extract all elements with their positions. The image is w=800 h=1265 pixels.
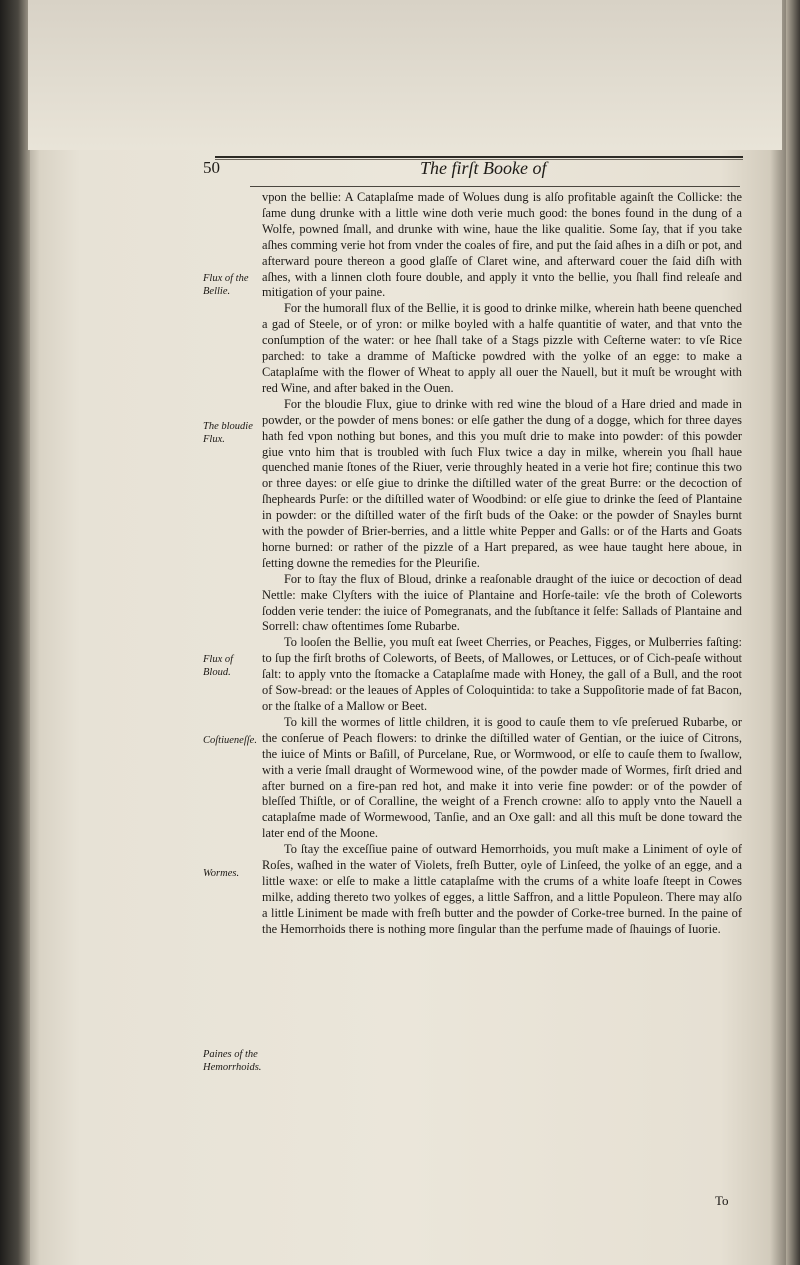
margin-note-hemorrhoids: Paines of the Hemorrhoids. (203, 1049, 262, 1073)
page-number: 50 (203, 158, 220, 177)
body-text (262, 190, 742, 938)
catchword: To (715, 1193, 729, 1208)
paragraph-hemorrhoids: To ſtay the exceſſiue paine of outward Hemorrhoids, you muſt make a Liniment of oyle of Roſes, waſhed in the water of Violets, freſh Butter, oyle of Linſeed, the yolke of an egge, and a little waxe: or elſe to make a little cataplaſme with the crums of a white loafe ſteept in Cowes milke, adding thereto two yolkes of egges, a little Saffron, and a little Populeon. There may alſo a little Liniment be made with freſh butter and the powder of Corke-tree burned. In the paine of the Hemorrhoids there is nothing more ſingular than the perfume made of ſhauings of Iuorie. (262, 842, 742, 936)
text-rule (250, 186, 740, 187)
paragraph-bloudie-flux: For the bloudie Flux, giue to drinke with red wine the bloud of a Hare dried and made in powder, or the powder of mens bones: or elſe gather the dung of a dogge, which for three dayes hath fed vpon nothing but bones, and this you muſt drie to make into powder: of this powder giue vnto him that is troubled with ſuch Flux twice a day in milke, wherein you ſhall haue quenched manie ſtones of the Riuer, verie throughly heated in a verie hot fire; continue this two or three dayes: or elſe giue to drinke the diſtilled water of the great Burre: or the decoction of ſhepheards Purſe: or the diſtilled water of Woodbind: or elſe giue to drinke the ſeed of Plantaine in powder: or the diſtilled water of the firſt buds of the Oake: or the powder of Snayles burnt with the powder of Brier-berries, and a little white Pepper and Galls: or of the Harts and Goats horne burned: or rather of the pizzle of a Hart prepared, as wee haue taught here aboue, in ſetting downe the remedies for the Pleuriſie. (262, 396, 742, 570)
paragraph-flux-bloud: For to ſtay the flux of Bloud, drinke a reaſonable draught of the iuice or decoction of dead Nettle: make Clyſters with the iuice of Plantaine and Horſe-taile: vſe the broth of Coleworts ſodden verie tender: the iuice of Pomegranats, and the ſubſtance it ſelfe: Sallads of Plantaine and Sorrell: chaw oftentimes ſome Rubarbe. (262, 571, 742, 634)
margin-note-flux-bloud: Flux of Bloud. (203, 654, 234, 678)
page-edge-shadow (786, 0, 800, 1265)
paragraph-costiuenesse: To looſen the Bellie, you muſt eat ſweet Cherries, or Peaches, Figges, or Mulberries faſting: to ſup the firſt broths of Coleworts, of Beets, of Mallowes, or Lettuces, or of Cich-peaſe without ſalt: to apply vnto the ſtomacke a Cataplaſme made with Honey, the gall of a Bull, and the root of Sow-bread: or the leaues of Apples of Coloquintida: to take a Suppoſitorie made of fat Bacon, or the ſtalke of a Mallow or Beet. (262, 635, 742, 713)
book-gutter-shadow (0, 0, 30, 1265)
margin-note-flux-bellie: Flux of the Bellie. (203, 273, 249, 297)
page-top-blank (28, 0, 782, 150)
paragraph-flux-bellie: For the humorall flux of the Bellie, it is good to drinke milke, wherein hath beene quenched a gad of Steele, or of yron: or milke boyled with a halfe quantitie of water, and that vnto the conſumption of the water: or hee ſhall take of a Stags pizzle with Ceſterne water: to vſe Rice parched: to take a dramme of Maſticke powdred with the yolke of an egge: to make a Cataplaſme with the flower of Wheat to apply all ouer the Nauell, but it muſt be wrought with red Wine, and after baked in the Ouen. (262, 301, 742, 395)
margin-note-bloudie-flux: The bloudie Flux. (203, 421, 253, 445)
margin-note-costiuenesse: Coſtiueneſſe. (203, 735, 257, 746)
margin-note-wormes: Wormes. (203, 868, 240, 879)
paragraph-wolues-dung: vpon the bellie: A Cataplaſme made of Wolues dung is alſo profitable againſt the Collicke: the ſame dung drunke with a little wine doth verie much good: the bones found in the dung of a Wolfe, powned ſmall, and drunke with wine, haue the like qualitie. Some ſay, that if you take aſhes comming verie hot from vnder the coales of fire, and put the ſaid aſhes in a diſh or pot, and afterward poure thereon a good glaſſe of Claret wine, and afterward couer the ſaid diſh with aſhes, with a linnen cloth foure double, and apply it vnto the bellie, you ſhall find releaſe and mitigation of your paine. (262, 190, 742, 300)
paragraph-wormes: To kill the wormes of little children, it is good to cauſe them to vſe preſerued Rubarbe, or the conſerue of Peach flowers: to drinke the diſtilled water of Gentian, or the iuice of Citrons, the iuice of Mints or Baſill, of Purcelane, Rue, or Wormwood, or elſe to cauſe them to ſwallow, with a verie ſmall draught of Wormewood wine, of the powder made of Wormes, firſt dried and after burned on a fire-pan red hot, and make it into verie fine powder: or of the powder of bleſſed Thiſtle, or of Coralline, the weight of a French crowne: alſo to apply vnto the Nauell a cataplaſme made of Wormewood, Tanſie, and an Oxe gall: and all this muſt be done toward the later end of the Moone. (262, 714, 742, 841)
running-head: The firſt Booke of (420, 158, 547, 178)
